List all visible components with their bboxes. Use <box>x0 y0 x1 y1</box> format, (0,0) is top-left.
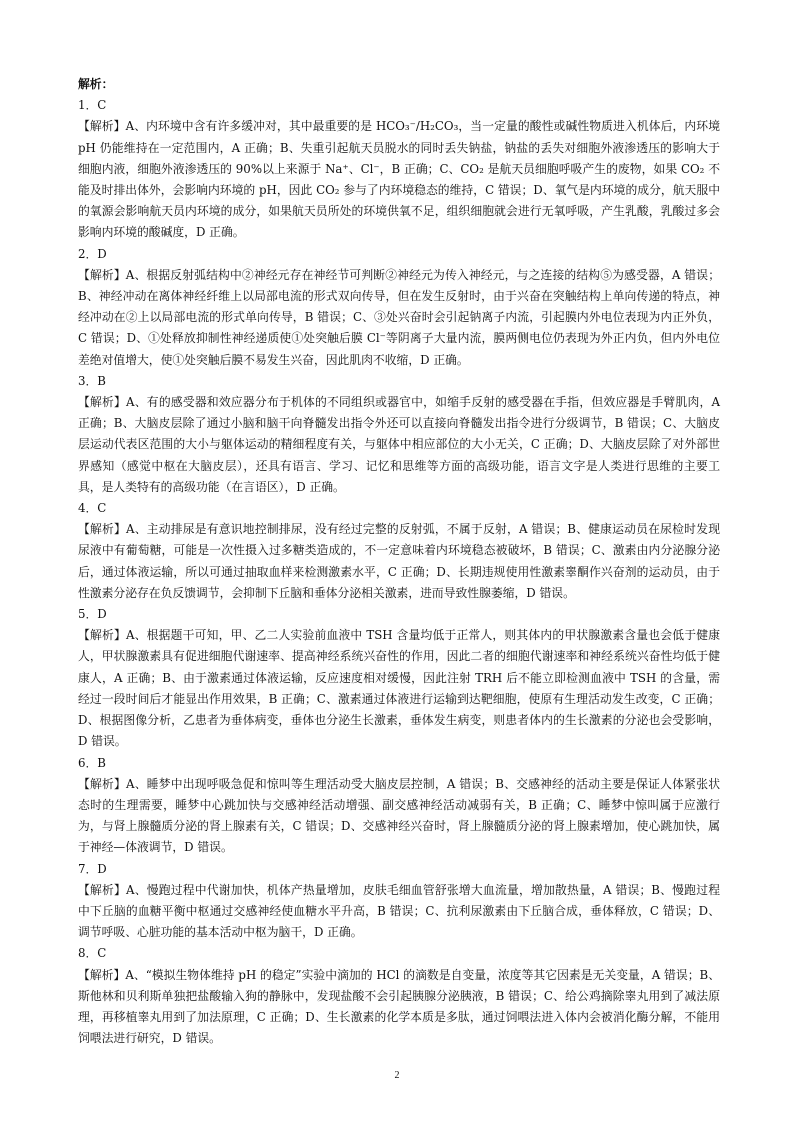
explanation-paragraph: 【解析】A、“模拟生物体维持 pH 的稳定”实验中滴加的 HCl 的滴数是自变量，浓度等其它因素是无关变量，A 错误；B、斯他林和贝利斯单独把盐酸输入狗的静脉中，发现盐酸不会引起胰腺分泌胰液，B 错误；C、给公鸡摘除睾丸用到了减法原理，再移植睾丸用到了加法原理，C 正确；D、生长激素的化学本质是多肽，通过饲喂法进入体内会被消化酶分解，不能用饲喂法进行研究，D 错误。 <box>78 967 720 1046</box>
explanation-paragraph: 【解析】A、主动排尿是有意识地控制排尿，没有经过完整的反射弧，不属于反射，A 错误；B、健康运动员在尿检时发现尿液中有葡萄糖，可能是一次性摄入过多糖类造成的，不一定意味着内环境稳态被破坏，B 错误；C、激素由内分泌腺分泌后，通过体液运输，所以可通过抽取血样来检测激素水平，C 正确；D、长期违规使用性激素睾酮作兴奋剂的运动员，由于性激素分泌存在负反馈调节，会抑制下丘脑和垂体分泌相关激素，进而导致性腺萎缩，D 错误。 <box>78 522 720 600</box>
question-number: 5．D <box>78 607 107 622</box>
explanation-paragraph: 【解析】A、内环境中含有许多缓冲对，其中最重要的是 HCO₃⁻/H₂CO₃，当一定量的酸性或碱性物质进入机体后，内环境 pH 仍能维持在一定范围内，A 正确；B、失重引起航天员脱水的同时丢失钠盐，钠盐的丢失对细胞外液渗透压的影响大于细胞内液，细胞外液渗透压的 90%以上来源于 Na⁺、Cl⁻，B 正确；C、CO₂ 是航天员细胞呼吸产生的废物，如果 CO₂ 不能及时排出体外，会影响内环境的 pH，因此 CO₂ 参与了内环境稳态的维持，C 错误；D、氧气是内环境的成分，航天服中的氧源会影响航天员内环境的成分，如果航天员所处的环境供氧不足，组织细胞就会进行无氧呼吸，产生乳酸，乳酸过多会影响内环境的酸碱度，D 正确。 <box>78 119 720 240</box>
explanation-paragraph: 【解析】A、根据反射弧结构中②神经元存在神经节可判断②神经元为传入神经元，与之连接的结构⑤为感受器，A 错误；B、神经冲动在离体神经纤维上以局部电流的形式双向传导，但在发生反射时，由于兴奋在突触结构上单向传递的特点，神经冲动在②上以局部电流的形式单向传导，B 错误；C、③处兴奋时会引起钠离子内流，引起膜内外电位表现为内正外负，C 错误；D、①处释放抑制性神经递质使①处突触后膜 Cl⁻等阴离子大量内流，膜两侧电位仍表现为外正内负，但内外电位差绝对值增大，使①处突触后膜不易发生兴奋，因此肌肉不收缩，D 正确。 <box>78 267 720 367</box>
question-number: 7．D <box>78 861 107 876</box>
question-number: 3．B <box>78 373 106 388</box>
question-number: 8．C <box>78 946 107 961</box>
explanation-paragraph: 【解析】A、根据题干可知，甲、乙二人实验前血液中 TSH 含量均低于正常人，则其体内的甲状腺激素含量也会低于健康人，甲状腺激素具有促进细胞代谢速率、提高神经系统兴奋性的作用，因此二者的细胞代谢速率和神经系统兴奋性均低于健康人，A 正确；B、由于激素通过体液运输，反应速度相对缓慢，因此注射 TRH 后不能立即检测血液中 TSH 的含量，需经过一段时间后才能显出作用效果，B 正确；C、激素通过体液进行运输到达靶细胞，使原有生理活动发生改变，C 正确；D、根据图像分析，乙患者为垂体病变，垂体也分泌生长激素，垂体发生病变，则患者体内的生长激素的分泌也会受影响，D 错误。 <box>78 628 720 749</box>
question-number: 2．D <box>78 246 107 261</box>
section-heading: 解析： <box>78 77 114 91</box>
question-number: 6．B <box>78 755 106 770</box>
page-number: 2 <box>394 1070 400 1081</box>
question-number: 1．C <box>78 98 107 113</box>
explanation-paragraph: 【解析】A、慢跑过程中代谢加快，机体产热量增加，皮肤毛细血管舒张增大血流量，增加散热量，A 错误；B、慢跑过程中下丘脑的血糖平衡中枢通过交感神经使血糖水平升高，B 错误；C、抗利尿激素由下丘脑合成，垂体释放，C 错误；D、调节呼吸、心脏功能的基本活动中枢为脑干，D 正确。 <box>78 882 720 940</box>
explanation-paragraph: 【解析】A、有的感受器和效应器分布于机体的不同组织或器官中，如缩手反射的感受器在手指，但效应器是手臂肌肉，A 正确；B、大脑皮层除了通过小脑和脑干向脊髓发出指令外还可以直接向脊髓发出指令进行分级调节，B 错误；C、大脑皮层运动代表区范围的大小与躯体运动的精细程度有关，与躯体中相应部位的大小无关，C 正确；D、大脑皮层除了对外部世界感知（感觉中枢在大脑皮层），还具有语言、学习、记忆和思维等方面的高级功能，语言文字是人类进行思维的主要工具，是人类特有的高级功能（在言语区），D 正确。 <box>78 395 720 494</box>
explanation-paragraph: 【解析】A、睡梦中出现呼吸急促和惊叫等生理活动受大脑皮层控制，A 错误；B、交感神经的活动主要是保证人体紧张状态时的生理需要，睡梦中心跳加快与交感神经活动增强、副交感神经活动减弱有关，B 正确；C、睡梦中惊叫属于应激行为，与肾上腺髓质分泌的肾上腺素有关，C 错误；D、交感神经兴奋时，肾上腺髓质分泌的肾上腺素增加，使心跳加快，属于神经—体液调节，D 错误。 <box>78 776 720 855</box>
answer-content <box>78 74 720 1049</box>
question-number: 4．C <box>78 501 107 516</box>
